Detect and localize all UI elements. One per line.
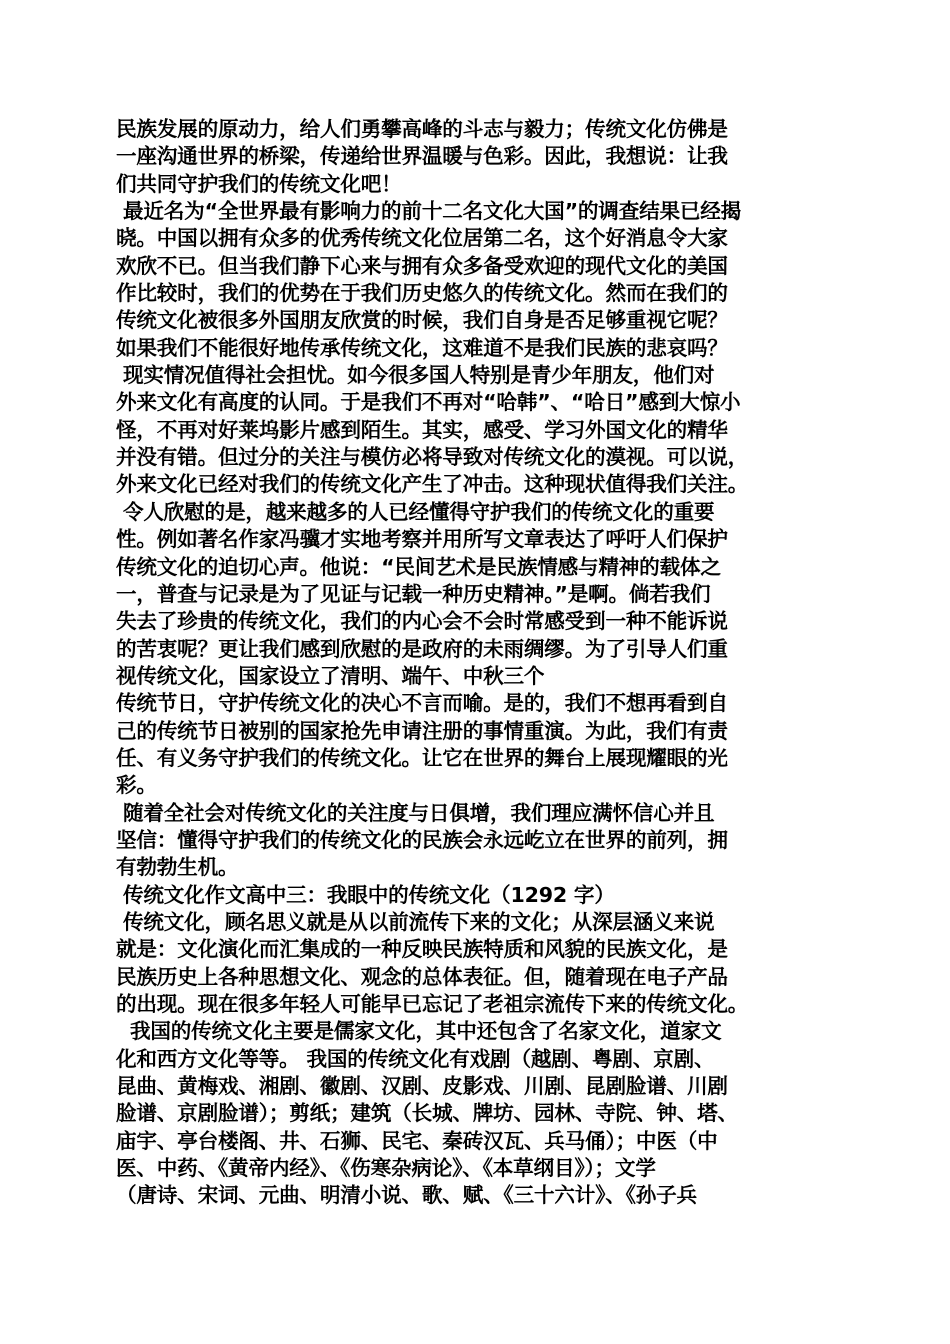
text-line: 的苦衷呢？更让我们感到欣慰的是政府的未雨绸缪。为了引导人们重 xyxy=(116,636,728,661)
text-line: 脸谱、京剧脸谱）；剪纸；建筑（长城、牌坊、园林、寺院、钟、塔、 xyxy=(116,1101,738,1126)
text-line: 怪，不再对好莱坞影片感到陌生。其实，感受、学习外国文化的精华 xyxy=(116,417,728,442)
text-line: 任、有义务守护我们的传统文化。让它在世界的舞台上展现耀眼的光 xyxy=(116,745,728,770)
text-line: 的出现。现在很多年轻人可能早已忘记了老祖宗流传下来的传统文化。 xyxy=(116,992,749,1016)
text-line: 传统文化的迫切心声。他说：“民间艺术是民族情感与精神的载体之 xyxy=(116,554,721,579)
section-heading: 传统文化作文高中三：我眼中的传统文化（1292 字） xyxy=(116,882,615,907)
text-line: 令人欣慰的是，越来越多的人已经懂得守护我们的传统文化的重要 xyxy=(116,499,715,524)
text-line: 一座沟通世界的桥梁，传递给世界温暖与色彩。因此，我想说：让我 xyxy=(116,144,728,169)
text-line: 最近名为“全世界最有影响力的前十二名文化大国”的调查结果已经揭 xyxy=(116,199,742,224)
text-line: 如果我们不能很好地传承传统文化，这难道不是我们民族的悲哀吗？ xyxy=(116,335,728,360)
text-line: 彩。 xyxy=(116,773,157,798)
text-line: 民族发展的原动力，给人们勇攀高峰的斗志与毅力；传统文化仿佛是 xyxy=(116,117,728,141)
text-line: 并没有错。但过分的关注与模仿必将导致对传统文化的漠视。可以说， xyxy=(116,445,749,470)
text-line: 失去了珍贵的传统文化，我们的内心会不会时常感受到一种不能诉说 xyxy=(116,609,728,634)
text-line: 一，普查与记录是为了见证与记载一种历史精神。”是啊。倘若我们 xyxy=(116,581,711,606)
text-line: 化和西方文化等等。 我国的传统文化有戏剧（越剧、粤剧、京剧、 xyxy=(116,1046,715,1071)
text-line: 们共同守护我们的传统文化吧！ xyxy=(116,171,402,196)
text-line: 性。例如著名作家冯骥才实地考察并用所写文章表达了呼吁人们保护 xyxy=(116,527,728,552)
text-line: 外来文化有高度的认同。于是我们不再对“哈韩”、“哈日”感到大惊小 xyxy=(116,390,741,415)
text-line: 就是：文化演化而汇集成的一种反映民族特质和风貌的民族文化，是 xyxy=(116,937,728,962)
text-line: 医、中药、《黄帝内经》、《伤寒杂病论》、《本草纲目》）；文学 xyxy=(116,1156,656,1181)
text-line: 传统文化被很多外国朋友欣赏的时候，我们自身是否足够重视它呢？ xyxy=(116,308,728,333)
text-line: 视传统文化，国家设立了清明、端午、中秋三个 xyxy=(116,663,545,688)
text-line: 己的传统节日被别的国家抢先申请注册的事情重演。为此，我们有责 xyxy=(116,718,728,743)
text-line: 庙宇、亭台楼阁、井、石狮、民宅、秦砖汉瓦、兵马俑）；中医（中 xyxy=(116,1128,718,1153)
text-line: 昆曲、黄梅戏、湘剧、徽剧、汉剧、皮影戏、川剧、昆剧脸谱、川剧 xyxy=(116,1074,728,1099)
text-line: 现实情况值得社会担忧。如今很多国人特别是青少年朋友，他们对 xyxy=(116,363,715,388)
text-line: 有勃勃生机。 xyxy=(116,855,239,880)
text-line: 我国的传统文化主要是儒家文化，其中还包含了名家文化，道家文 xyxy=(116,1019,722,1044)
text-line: 坚信：懂得守护我们的传统文化的民族会永远屹立在世界的前列，拥 xyxy=(116,827,728,852)
text-line: 传统文化，顾名思义就是从以前流传下来的文化；从深层涵义来说 xyxy=(116,909,715,934)
text-line: 作比较时，我们的优势在于我们历史悠久的传统文化。然而在我们的 xyxy=(116,281,728,306)
text-line: 传统节日，守护传统文化的决心不言而喻。是的，我们不想再看到自 xyxy=(116,691,728,716)
text-line: 欢欣不已。但当我们静下心来与拥有众多备受欢迎的现代文化的美国 xyxy=(116,253,728,278)
text-line: 外来文化已经对我们的传统文化产生了冲击。这种现状值得我们关注。 xyxy=(116,472,749,497)
text-line: 晓。中国以拥有众多的优秀传统文化位居第二名，这个好消息令大家 xyxy=(116,226,728,251)
text-line: 民族历史上各种思想文化、观念的总体表征。但，随着现在电子产品 xyxy=(116,964,728,989)
essay-body xyxy=(116,116,838,1210)
text-line: （唐诗、宋词、元曲、明清小说、歌、赋、《三十六计》、《孙子兵 xyxy=(116,1183,697,1208)
text-line: 随着全社会对传统文化的关注度与日俱增，我们理应满怀信心并且 xyxy=(116,800,715,825)
